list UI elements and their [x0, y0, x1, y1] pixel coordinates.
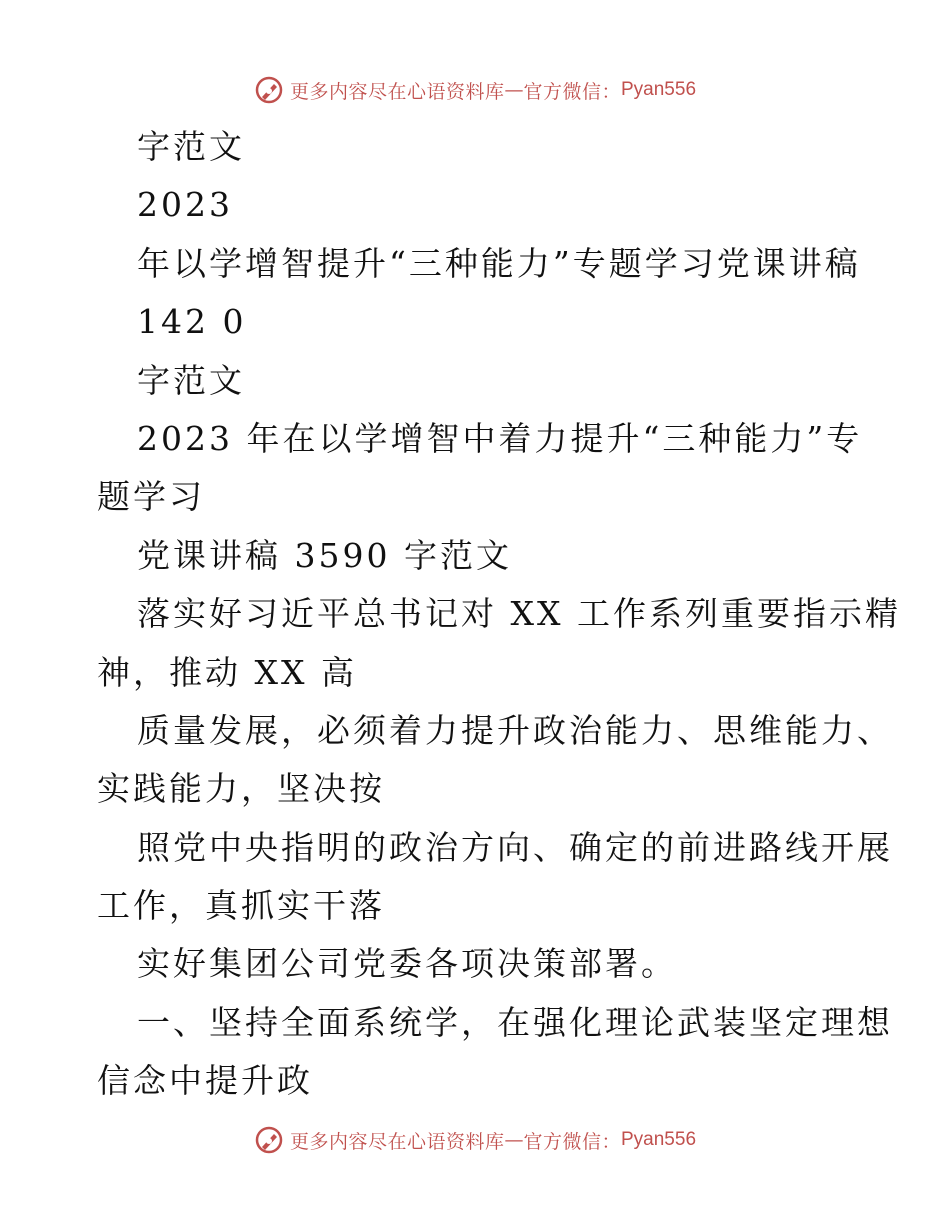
paragraph-line: 党课讲稿 3590 字范文 [137, 535, 512, 575]
paragraph-line: 一、坚持全面系统学，在强化理论武装坚定理想 [137, 1002, 893, 1042]
paragraph-line: 字范文 [137, 127, 245, 166]
pen-logo-icon [254, 75, 284, 105]
watermark-contact-id: Pyan556 [621, 79, 697, 100]
paragraph-line: 年以学增智提升“三种能力”专题学习党课讲稿 [137, 243, 861, 283]
paragraph-line: 质量发展，必须着力提升政治能力、思维能力、 [137, 710, 893, 750]
paragraph-line: 142 0 [137, 302, 247, 342]
watermark-separator: — [504, 79, 524, 101]
watermark-contact-label: 官方微信： [523, 1130, 621, 1153]
watermark-contact-id: Pyan556 [621, 1129, 697, 1150]
footer-watermark [0, 1120, 950, 1160]
document-body [97, 118, 901, 1111]
paragraph-line: 2023 年在以学增智中着力提升“三种能力”专 [137, 418, 863, 458]
watermark-site-text: 更多内容尽在心语资料库 [289, 1130, 505, 1153]
watermark-separator: — [504, 1129, 524, 1151]
header-watermark [0, 70, 950, 110]
pen-logo-icon [254, 1125, 284, 1155]
paragraph-line: 神，推动 XX 高 [97, 652, 357, 692]
paragraph-line: 实践能力，坚决按 [97, 769, 385, 809]
paragraph-line: 字范文 [137, 360, 245, 400]
paragraph-line: 落实好习近平总书记对 XX 工作系列重要指示精 [137, 594, 901, 634]
paragraph-line: 2023 [137, 185, 233, 225]
paragraph-line: 工作，真抓实干落 [97, 886, 385, 926]
paragraph-line: 信念中提升政 [97, 1061, 313, 1101]
paragraph-line: 照党中央指明的政治方向、确定的前进路线开展 [137, 827, 893, 867]
watermark-contact-label: 官方微信： [523, 80, 621, 103]
paragraph-line: 实好集团公司党委各项决策部署。 [137, 944, 677, 984]
paragraph-line: 题学习 [97, 477, 205, 517]
watermark-site-text: 更多内容尽在心语资料库 [289, 80, 505, 103]
